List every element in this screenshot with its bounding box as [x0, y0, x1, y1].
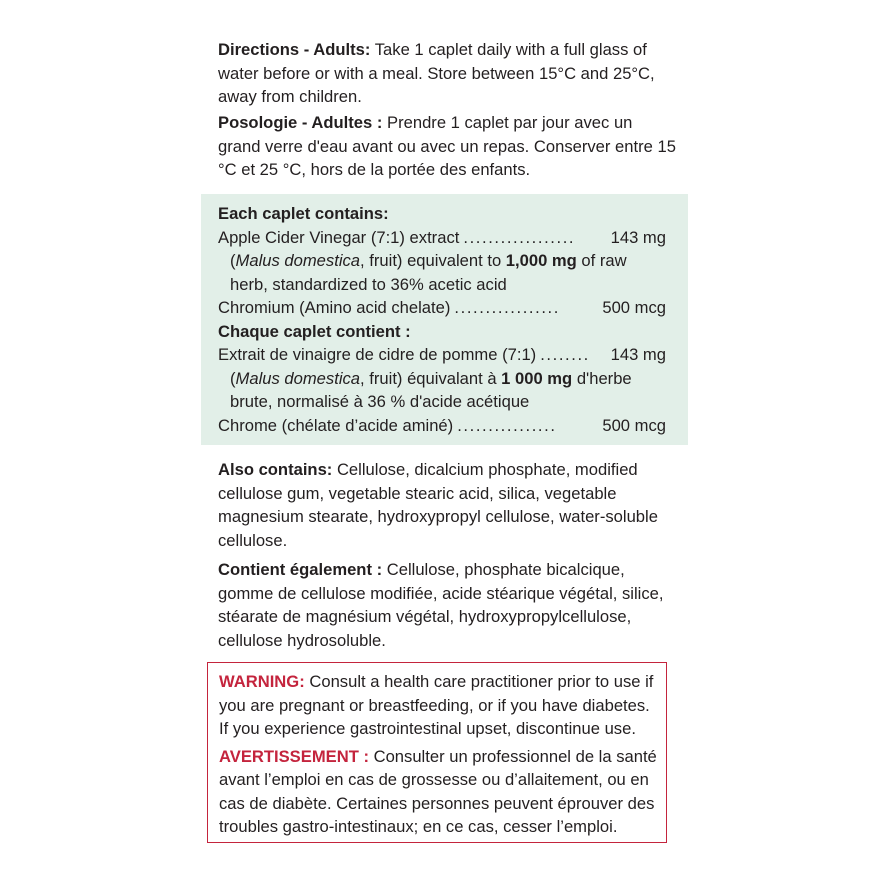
- ingredient-description: [218, 367, 666, 414]
- ingredient-name: Extrait de vinaigre de cidre de pomme (7:1): [218, 345, 537, 364]
- ingredient-amount: 500 mcg: [602, 298, 666, 317]
- ingredients-heading-en-text: Each caplet contains:: [218, 204, 389, 223]
- ingredient-row: [218, 226, 666, 250]
- ingredient-description: [218, 249, 666, 296]
- leader-dots: ........: [540, 345, 590, 364]
- ingredient-name: Chrome (chélate d’acide aminé): [218, 415, 454, 435]
- also-contains-text: Cellulose, dicalcium phosphate, modified cellulose gum, vegetable stearic acid, silica, vegetable magnesium stearate, hydroxypropyl cellulose, water-soluble cellulose.: [218, 460, 658, 550]
- desc-mid: , fruit) equivalent to: [360, 251, 506, 270]
- ingredient-row: [218, 343, 666, 367]
- ingredients-heading-fr-text: Chaque caplet contient :: [218, 321, 411, 341]
- ingredient-amount: 143 mg: [610, 345, 666, 364]
- ingredient-row: [218, 414, 666, 438]
- ingredient-amount: 500 mcg: [602, 415, 666, 435]
- ingredient-amount: 143 mg: [610, 227, 666, 247]
- latin-name: Malus domestica: [235, 368, 361, 388]
- leader-dots: ................: [457, 415, 557, 435]
- ingredients-heading-fr: [218, 320, 666, 344]
- ingredients-heading-en: [218, 202, 666, 226]
- equivalent-amount: 1,000 mg: [505, 251, 577, 270]
- ingredient-name: Chromium (Amino acid chelate): [218, 298, 451, 317]
- desc-open: (: [230, 368, 236, 388]
- desc-close: d'herbe brute, normalisé à 36 % d'acide acétique: [230, 368, 632, 411]
- ingredient-name: Apple Cider Vinegar (7:1) extract: [218, 227, 460, 247]
- desc-close: of raw herb, standardized to 36% acetic acid: [230, 251, 627, 294]
- warning-text: Consult a health care practitioner prior to use if you are pregnant or breastfeeding, or if you have diabetes. If you experience gastrointestinal upset, discontinue use.: [219, 672, 654, 738]
- directions-french: [218, 111, 678, 182]
- warning-box: [207, 662, 667, 843]
- directions-text: Take 1 caplet daily with a full glass of water before or with a meal. Store between 15°C and 25°C, away from children.: [218, 40, 655, 106]
- also-contains-french: [218, 558, 678, 652]
- contient-text: Cellulose, phosphate bicalcique, gomme de cellulose modifiée, acide stéarique végétal, silice, stéarate de magnésium végétal, hydroxypropylcellulose, cellulose hydrosoluble.: [218, 560, 664, 650]
- equivalent-amount: 1 000 mg: [501, 368, 573, 388]
- desc-mid: , fruit) équivalant à: [360, 368, 502, 388]
- leader-dots: .................: [454, 298, 560, 317]
- posologie-label: Posologie - Adultes :: [218, 113, 383, 132]
- directions-english: [218, 38, 678, 109]
- ingredients-panel: [201, 194, 688, 445]
- also-contains-label: Also contains:: [218, 460, 333, 479]
- leader-dots: ..................: [463, 227, 576, 247]
- avertissement-text: Consulter un professionnel de la santé avant l’emploi en cas de grossesse ou d’allaitement, ou en cas de diabète. Certaines personnes peuvent éprouver des troubles gastro-intestinaux; en ce cas, cesser l’emploi.: [219, 746, 657, 836]
- warning-french: [219, 745, 659, 839]
- desc-open: (: [230, 251, 236, 270]
- warning-content: [219, 670, 659, 839]
- avertissement-label: AVERTISSEMENT :: [219, 746, 369, 766]
- ingredients-content: [218, 202, 666, 437]
- posologie-text: Prendre 1 caplet par jour avec un grand verre d'eau avant ou avec un repas. Conserver entre 15 °C et 25 °C, hors de la portée des enfants.: [218, 113, 676, 179]
- directions-label: Directions - Adults:: [218, 40, 371, 59]
- warning-label: WARNING:: [219, 672, 305, 691]
- also-contains-english: [218, 458, 678, 552]
- latin-name: Malus domestica: [235, 251, 361, 270]
- warning-english: [219, 670, 659, 741]
- ingredient-row: [218, 296, 666, 320]
- contient-label: Contient également :: [218, 560, 383, 579]
